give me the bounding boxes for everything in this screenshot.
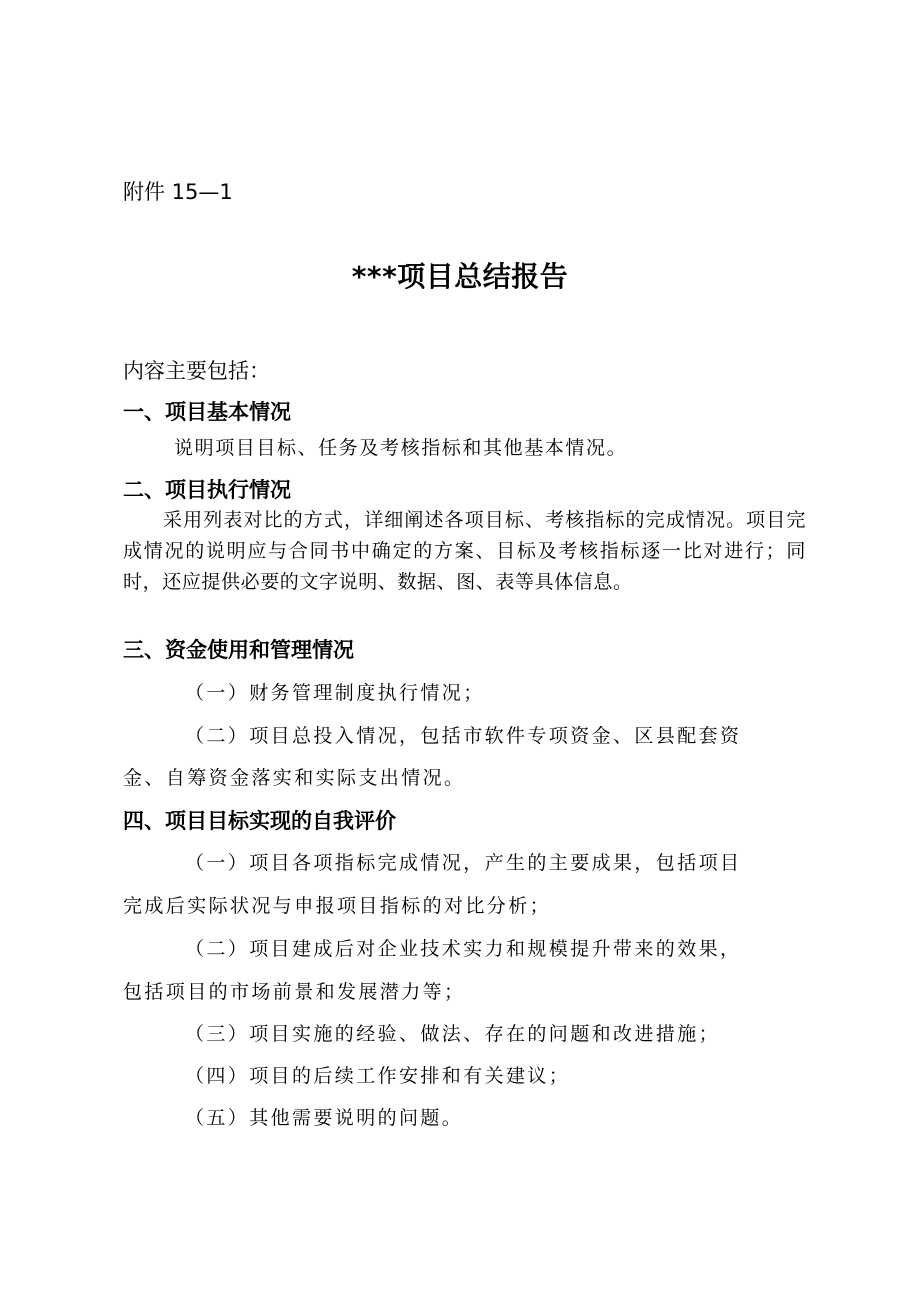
intro-text: 内容主要包括： [123, 359, 270, 383]
section-4-line-5: （三）项目实施的经验、做法、存在的问题和改进措施； [185, 1023, 721, 1045]
section-2-paragraph: 采用列表对比的方式，详细阐述各项目标、考核指标的完成情况。项目完成情况的说明应与合同书中确定的方案、目标及考核指标逐一比对进行；同时，还应提供必要的文字说明、数据、图、表等具体信息。 [123, 509, 806, 593]
section-4-line-2: 完成后实际状况与申报项目指标的对比分析； [123, 895, 552, 917]
section-heading-3: 三、资金使用和管理情况 [123, 638, 354, 662]
section-heading-4: 四、项目目标实现的自我评价 [123, 809, 396, 833]
section-heading-1: 一、项目基本情况 [123, 400, 291, 424]
section-3-line-1: （一）财务管理制度执行情况； [185, 682, 485, 704]
section-3-line-3: 金、自筹资金落实和实际支出情况。 [123, 767, 466, 789]
attachment-label: 附件 15—1 [123, 180, 233, 204]
section-4-line-3: （二）项目建成后对企业技术实力和规模提升带来的效果， [185, 938, 742, 960]
document-title: ***项目总结报告 [351, 260, 569, 293]
section-3-line-2: （二）项目总投入情况，包括市软件专项资金、区县配套资 [185, 725, 742, 747]
section-heading-2: 二、项目执行情况 [123, 478, 291, 502]
section-1-line-1: 说明项目目标、任务及考核指标和其他基本情况。 [174, 437, 628, 459]
section-4-line-1: （一）项目各项指标完成情况，产生的主要成果，包括项目 [185, 852, 742, 874]
section-4-line-7: （五）其他需要说明的问题。 [185, 1107, 464, 1129]
section-4-line-4: 包括项目的市场前景和发展潜力等； [123, 981, 466, 1003]
section-4-line-6: （四）项目的后续工作安排和有关建议； [185, 1065, 571, 1087]
